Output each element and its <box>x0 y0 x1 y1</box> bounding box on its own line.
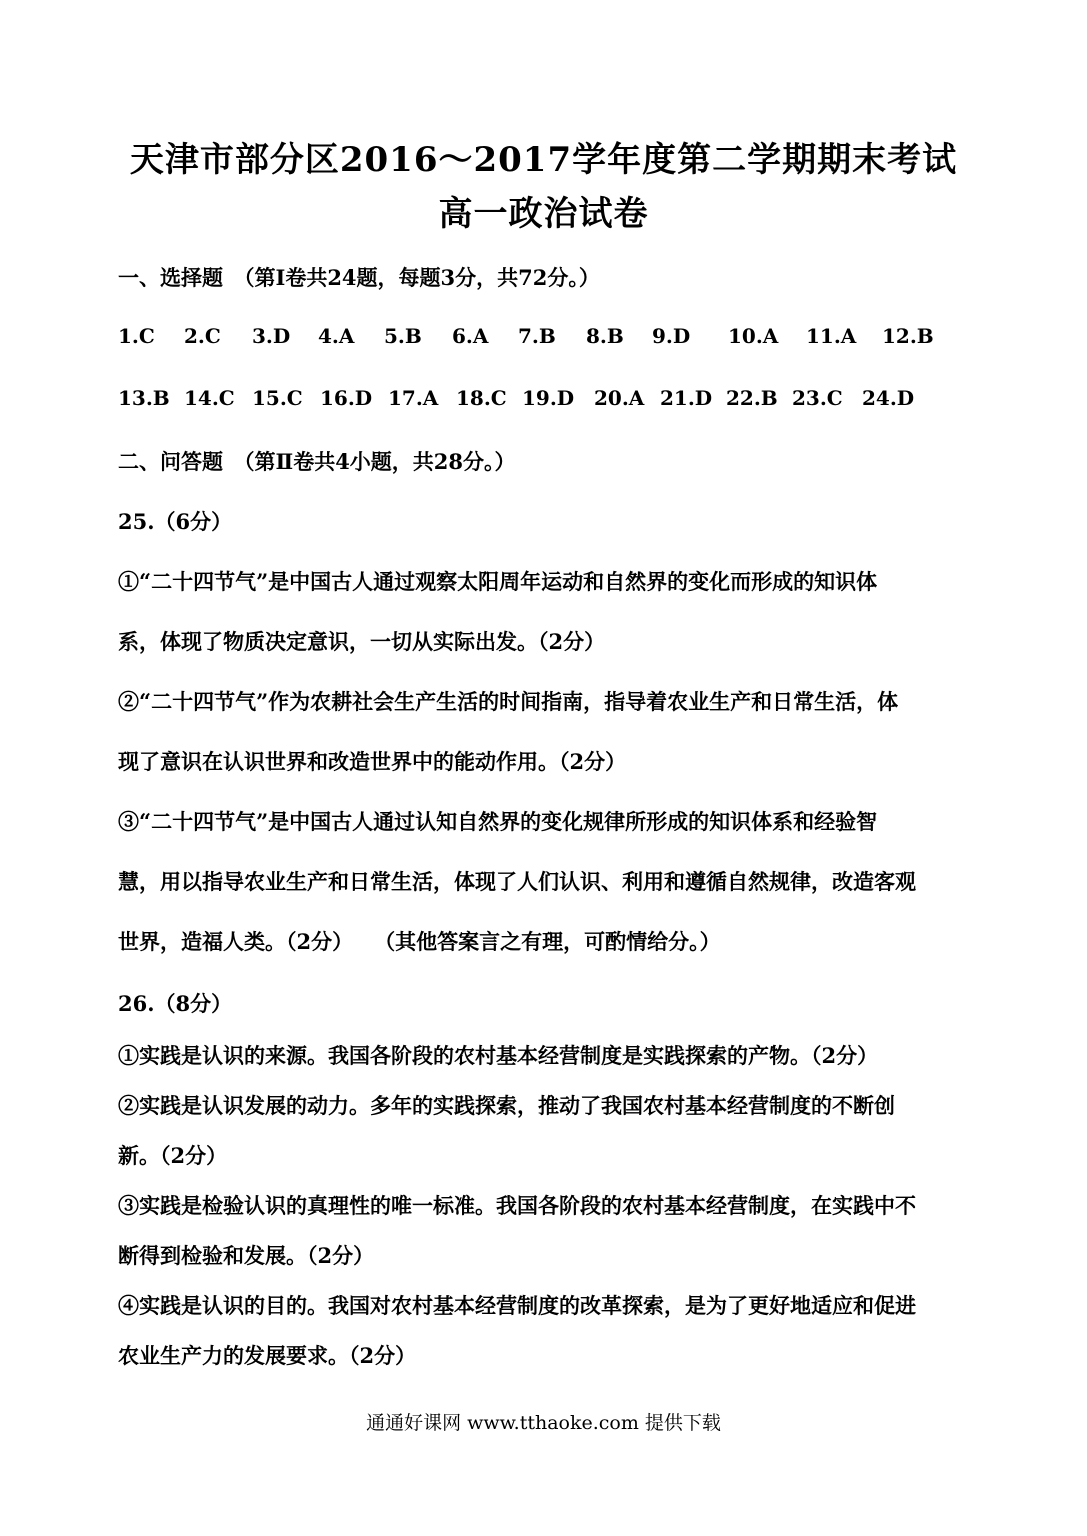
q26-label: 26.（8分） <box>118 991 233 1016</box>
answer-item: 6.A <box>452 324 489 348</box>
q26-point4-line1: ④实践是认识的目的。我国对农村基本经营制度的改革探索，是为了更好地适应和促进 <box>118 1293 916 1318</box>
q25-point1-line1: ①“二十四节气”是中国古人通过观察太阳周年运动和自然界的变化而形成的知识体 <box>118 569 878 594</box>
q26-point2-line1: ②实践是认识发展的动力。多年的实践探索，推动了我国农村基本经营制度的不断创 <box>118 1093 895 1118</box>
answers-row-1 <box>118 324 952 348</box>
q26-point4-line2: 农业生产力的发展要求。（2分） <box>118 1343 417 1368</box>
q25-label: 25.（6分） <box>118 509 233 534</box>
q25-point3-line3: 世界，造福人类。（2分） （其他答案言之有理，可酌情给分。） <box>118 929 721 954</box>
answer-item: 21.D <box>660 386 713 410</box>
answer-item: 17.A <box>388 386 439 410</box>
answer-item: 7.B <box>518 324 556 348</box>
answer-item: 4.A <box>318 324 355 348</box>
answer-item: 20.A <box>594 386 645 410</box>
answer-item: 15.C <box>252 386 303 410</box>
answer-item: 22.B <box>726 386 778 410</box>
answer-item: 18.C <box>456 386 507 410</box>
answer-item: 11.A <box>806 324 857 348</box>
answers-row-2 <box>118 386 928 410</box>
answer-item: 14.C <box>184 386 235 410</box>
answer-item: 12.B <box>882 324 934 348</box>
q26-point2-line2: 新。（2分） <box>118 1143 228 1168</box>
exam-subtitle: 高一政治试卷 <box>438 194 649 234</box>
answer-item: 24.D <box>862 386 915 410</box>
q26-point3-line2: 断得到检验和发展。（2分） <box>118 1243 375 1268</box>
footer-source: 通通好课网 www.tthaoke.com 提供下载 <box>366 1412 721 1434</box>
answer-item: 13.B <box>118 386 170 410</box>
exam-title: 天津市部分区2016～2017学年度第二学期期末考试 <box>129 140 958 180</box>
q25-point1-line2: 系，体现了物质决定意识，一切从实际出发。（2分） <box>118 629 606 654</box>
answer-item: 16.D <box>320 386 373 410</box>
answer-item: 1.C <box>118 324 155 348</box>
section1-header: 一、选择题 （第Ⅰ卷共24题，每题3分，共72分。） <box>118 265 600 290</box>
answer-item: 5.B <box>384 324 422 348</box>
answer-item: 19.D <box>522 386 575 410</box>
q25-point2-line1: ②“二十四节气”作为农耕社会生产生活的时间指南，指导着农业生产和日常生活，体 <box>118 689 899 714</box>
q25-point3-line2: 慧，用以指导农业生产和日常生活，体现了人们认识、利用和遵循自然规律，改造客观 <box>118 869 916 894</box>
q26-point3-line1: ③实践是检验认识的真理性的唯一标准。我国各阶段的农村基本经营制度，在实践中不 <box>118 1193 916 1218</box>
answer-item: 2.C <box>184 324 221 348</box>
q26-point1: ①实践是认识的来源。我国各阶段的农村基本经营制度是实践探索的产物。（2分） <box>118 1043 879 1068</box>
section2-header: 二、问答题 （第Ⅱ卷共4小题，共28分。） <box>118 449 516 474</box>
q25-point2-line2: 现了意识在认识世界和改造世界中的能动作用。（2分） <box>118 749 627 774</box>
answer-item: 3.D <box>252 324 291 348</box>
answer-item: 23.C <box>792 386 843 410</box>
answer-item: 10.A <box>728 324 779 348</box>
q25-point3-line1: ③“二十四节气”是中国古人通过认知自然界的变化规律所形成的知识体系和经验智 <box>118 809 878 834</box>
answer-item: 9.D <box>652 324 691 348</box>
answer-item: 8.B <box>586 324 624 348</box>
